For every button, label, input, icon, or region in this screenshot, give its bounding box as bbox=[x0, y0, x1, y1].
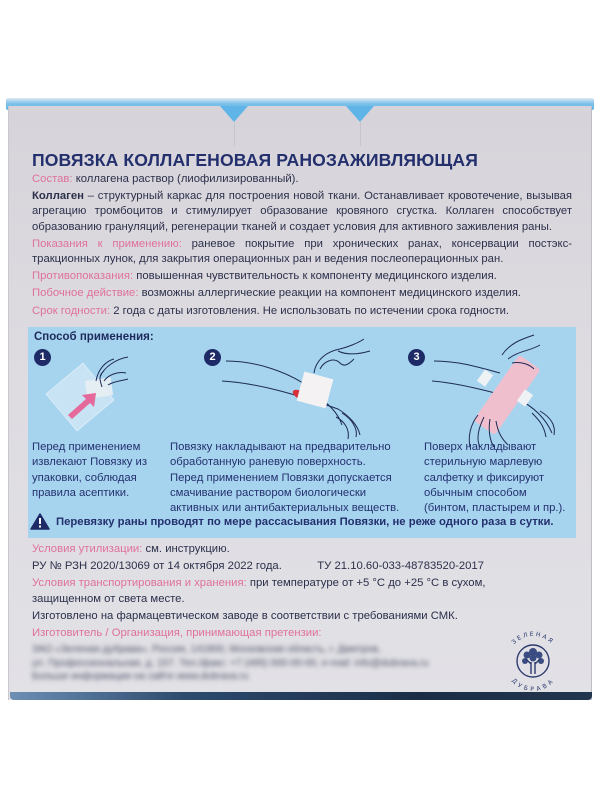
logo-top-text: ЗЕЛЕНАЯ bbox=[510, 630, 556, 647]
warning-text: Перевязку раны проводят по мере рассасывания Повязки, не реже одного раза в сутки. bbox=[56, 515, 554, 528]
logo-bottom-text: ДУБРАВА bbox=[510, 677, 556, 694]
regulatory-info bbox=[32, 542, 572, 684]
storage-text: при температуре от +5 °С до +25 °С в сухом, защищенном от света месте. bbox=[32, 577, 486, 605]
step-3-badge: 3 bbox=[408, 349, 425, 366]
shelf-life-line bbox=[32, 304, 572, 319]
composition-text: коллагена раствор (лиофилизированный). bbox=[72, 173, 299, 185]
manufacturer-detail-line: Больше информации на сайте www.dubrava.ru bbox=[32, 671, 249, 683]
tu-number: ТУ 21.10.60-033-48783520-2017 bbox=[317, 560, 484, 573]
product-title: ПОВЯЗКА КОЛЛАГЕНОВАЯ РАНОЗАЖИВЛЯЮЩАЯ bbox=[32, 150, 478, 170]
step-2-badge: 2 bbox=[204, 349, 221, 366]
manufacturer-details-blurred bbox=[32, 643, 462, 684]
manufactured-line: Изготовлено на фармацевтическом заводе в соответствии с требованиями СМК. bbox=[32, 609, 458, 622]
manufacturer-label: Изготовитель / Организация, принимающая претензии: bbox=[32, 627, 322, 640]
apply-dressing-icon bbox=[188, 329, 388, 445]
disposal-line bbox=[32, 542, 572, 557]
storage-label: Условия транспортирования и хранения: bbox=[32, 577, 247, 590]
indications-label: Показания к применению: bbox=[32, 237, 182, 250]
side-effects-line bbox=[32, 286, 572, 301]
usage-title: Способ применения: bbox=[34, 331, 154, 343]
warning-triangle-icon bbox=[30, 513, 50, 530]
usage-panel bbox=[28, 327, 576, 538]
contraindications-line bbox=[32, 269, 572, 284]
svg-text:ЗЕЛЕНАЯ bbox=[511, 631, 556, 646]
disposal-label: Условия утилизации: bbox=[32, 543, 143, 555]
indications-line bbox=[32, 237, 572, 267]
open-package-icon bbox=[38, 351, 148, 435]
collagen-term: Коллаген bbox=[32, 190, 84, 203]
collagen-paragraph bbox=[32, 189, 572, 235]
contraindications-label: Противопоказания: bbox=[32, 270, 134, 283]
shelf-life-label: Срок годности: bbox=[32, 304, 111, 317]
tree-logo-icon bbox=[500, 628, 566, 694]
step-2-text: Повязку накладывают на предварительно обработанную раневую поверхность. Перед применением Повязки допускается смачивание раствором биологически активных или антибактериальных веществ. bbox=[170, 441, 400, 515]
usage-warning bbox=[30, 513, 554, 530]
bandage-wrap-icon bbox=[418, 329, 576, 447]
composition-line bbox=[32, 172, 572, 187]
shelf-life-text: 2 года с даты изготовления. Не использовать по истечении срока годности. bbox=[110, 304, 510, 317]
lid-notch bbox=[220, 106, 248, 122]
manufacturer-detail-line: ЗАО «Зеленая дубрава», Россия, 141800, Московская область, г. Дмитров, bbox=[32, 644, 381, 656]
composition-label: Состав: bbox=[32, 173, 73, 185]
product-description bbox=[32, 150, 572, 319]
flap-crease bbox=[234, 122, 235, 146]
flap-crease bbox=[360, 122, 361, 146]
manufacturer-detail-line: ул. Профессиональная, д. 157. Тел./факс: +7 (495) 000-00-00, e-mail: info@dubrava.ru bbox=[32, 657, 429, 669]
side-effects-label: Побочное действие: bbox=[32, 287, 139, 300]
step-3-text: Поверх накладывают стерильную марлевую салфетку и фиксируют обычным способом (бинтом, пластырем и пр.). bbox=[424, 441, 566, 515]
collagen-text: – структурный каркас для построения новой ткани. Останавливает кровотечение, вызывая агрегацию тромбоцитов и стимулирует образование кровяного сгустка. Коллаген способствует образованию грануляций, регенерации тканей и создает условия для активного заживления раны. bbox=[32, 190, 572, 233]
registration-number: РУ № РЗН 2020/13069 от 14 октября 2022 года. bbox=[32, 560, 282, 573]
svg-text:ДУБРАВА bbox=[510, 677, 556, 693]
contraindications-text: повышенная чувствительность к компоненту медицинского изделия. bbox=[133, 270, 497, 283]
disposal-text: см. инструкцию. bbox=[142, 543, 230, 555]
storage-line bbox=[32, 576, 502, 606]
side-effects-text: возможны аллергические реакции на компонент медицинского изделия. bbox=[138, 287, 521, 300]
step-1-badge: 1 bbox=[34, 349, 51, 366]
registration-line bbox=[32, 559, 484, 574]
indications-text: раневое покрытие при хронических ранах, консервации постэкс-тракционных лунок, для закрытия операционных ран и ведения послеоперационных ран. bbox=[32, 237, 572, 266]
lid-notch bbox=[346, 106, 374, 122]
step-1-text: Перед применением извлекают Повязку из упаковки, соблюдая правила асептики. bbox=[32, 441, 148, 499]
manufacturer-block bbox=[32, 626, 572, 684]
